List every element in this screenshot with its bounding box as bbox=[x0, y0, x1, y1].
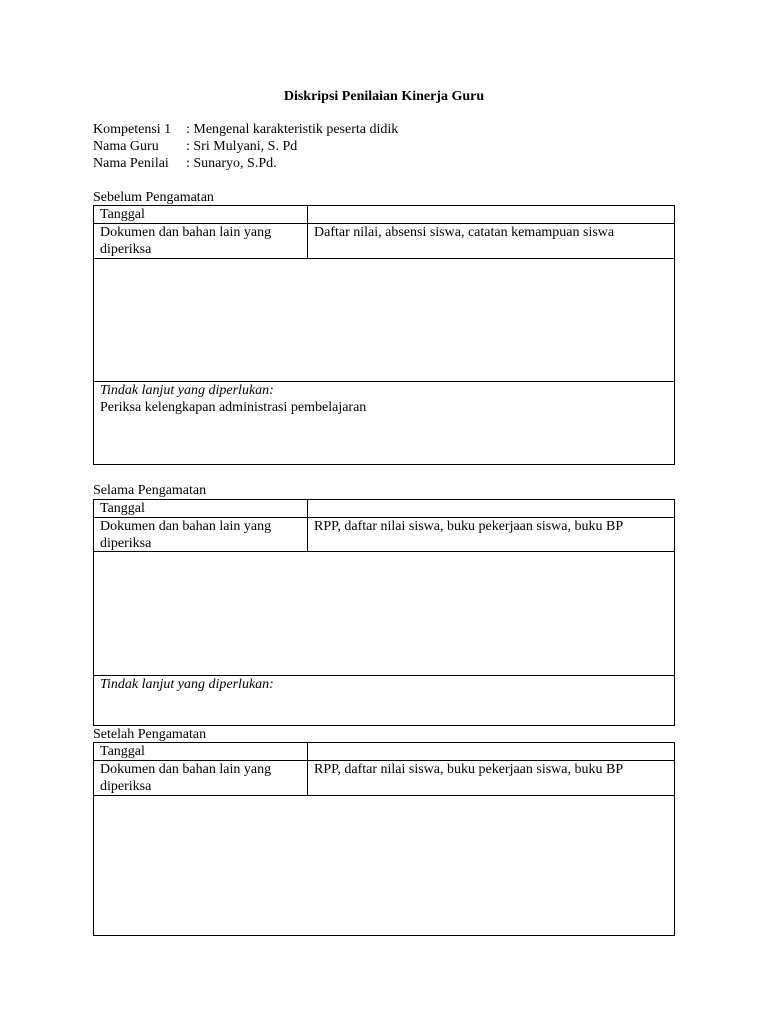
info-row-nama-guru bbox=[93, 138, 398, 155]
info-row-kompetensi bbox=[93, 121, 398, 138]
table-setelah bbox=[93, 742, 675, 936]
row-notes bbox=[94, 259, 674, 382]
info-label: Nama Penilai bbox=[93, 156, 169, 171]
tindak-lanjut-label: Tindak lanjut yang diperlukan: bbox=[100, 383, 274, 398]
row-tindak-lanjut bbox=[94, 676, 674, 725]
tanggal-value bbox=[308, 500, 674, 517]
row-tanggal bbox=[94, 206, 674, 224]
dokumen-label-line-2: diperiksa bbox=[100, 779, 152, 794]
section-title-setelah: Setelah Pengamatan bbox=[93, 727, 207, 742]
info-value: : Sunaryo, S.Pd. bbox=[186, 156, 277, 171]
row-dokumen bbox=[94, 761, 674, 796]
tindak-lanjut-label: Tindak lanjut yang diperlukan: bbox=[100, 677, 274, 692]
dokumen-label-line-2: diperiksa bbox=[100, 536, 152, 551]
row-notes bbox=[94, 796, 674, 935]
dokumen-label bbox=[94, 518, 308, 551]
info-row-nama-penilai bbox=[93, 155, 398, 172]
section-title-sebelum: Sebelum Pengamatan bbox=[93, 190, 214, 205]
dokumen-label-line-1: Dokumen dan bahan lain yang bbox=[100, 762, 272, 777]
dokumen-value: Daftar nilai, absensi siswa, catatan kemampuan siswa bbox=[314, 225, 615, 240]
row-tindak-lanjut bbox=[94, 382, 674, 464]
table-selama bbox=[93, 499, 675, 726]
tanggal-label: Tanggal bbox=[94, 743, 308, 760]
dokumen-label bbox=[94, 761, 308, 795]
tindak-lanjut-cell bbox=[94, 382, 674, 464]
info-value: : Sri Mulyani, S. Pd bbox=[186, 139, 298, 154]
page-title: Diskripsi Penilaian Kinerja Guru bbox=[283, 89, 485, 104]
table-sebelum bbox=[93, 205, 675, 465]
section-title-selama: Selama Pengamatan bbox=[93, 483, 207, 498]
tanggal-label: Tanggal bbox=[94, 206, 308, 223]
info-label: Kompetensi 1 bbox=[93, 122, 172, 137]
info-label: Nama Guru bbox=[93, 139, 159, 154]
row-tanggal bbox=[94, 500, 674, 518]
row-dokumen bbox=[94, 224, 674, 259]
row-dokumen bbox=[94, 518, 674, 552]
info-block bbox=[93, 121, 398, 172]
info-value: : Mengenal karakteristik peserta didik bbox=[186, 122, 399, 137]
dokumen-label-line-1: Dokumen dan bahan lain yang bbox=[100, 519, 272, 534]
row-tanggal bbox=[94, 743, 674, 761]
notes-area bbox=[94, 796, 674, 935]
dokumen-label-line-1: Dokumen dan bahan lain yang bbox=[100, 225, 272, 240]
notes-area bbox=[94, 259, 674, 381]
row-notes bbox=[94, 552, 674, 676]
tindak-lanjut-value: Periksa kelengkapan administrasi pembelajaran bbox=[100, 400, 367, 415]
dokumen-value: RPP, daftar nilai siswa, buku pekerjaan siswa, buku BP bbox=[314, 762, 624, 777]
notes-area bbox=[94, 552, 674, 675]
tanggal-label: Tanggal bbox=[94, 500, 308, 517]
dokumen-value: RPP, daftar nilai siswa, buku pekerjaan siswa, buku BP bbox=[314, 519, 624, 534]
dokumen-label-line-2: diperiksa bbox=[100, 242, 152, 257]
tindak-lanjut-cell bbox=[94, 676, 674, 725]
tanggal-value bbox=[308, 206, 674, 223]
dokumen-label bbox=[94, 224, 308, 258]
tanggal-value bbox=[308, 743, 674, 760]
